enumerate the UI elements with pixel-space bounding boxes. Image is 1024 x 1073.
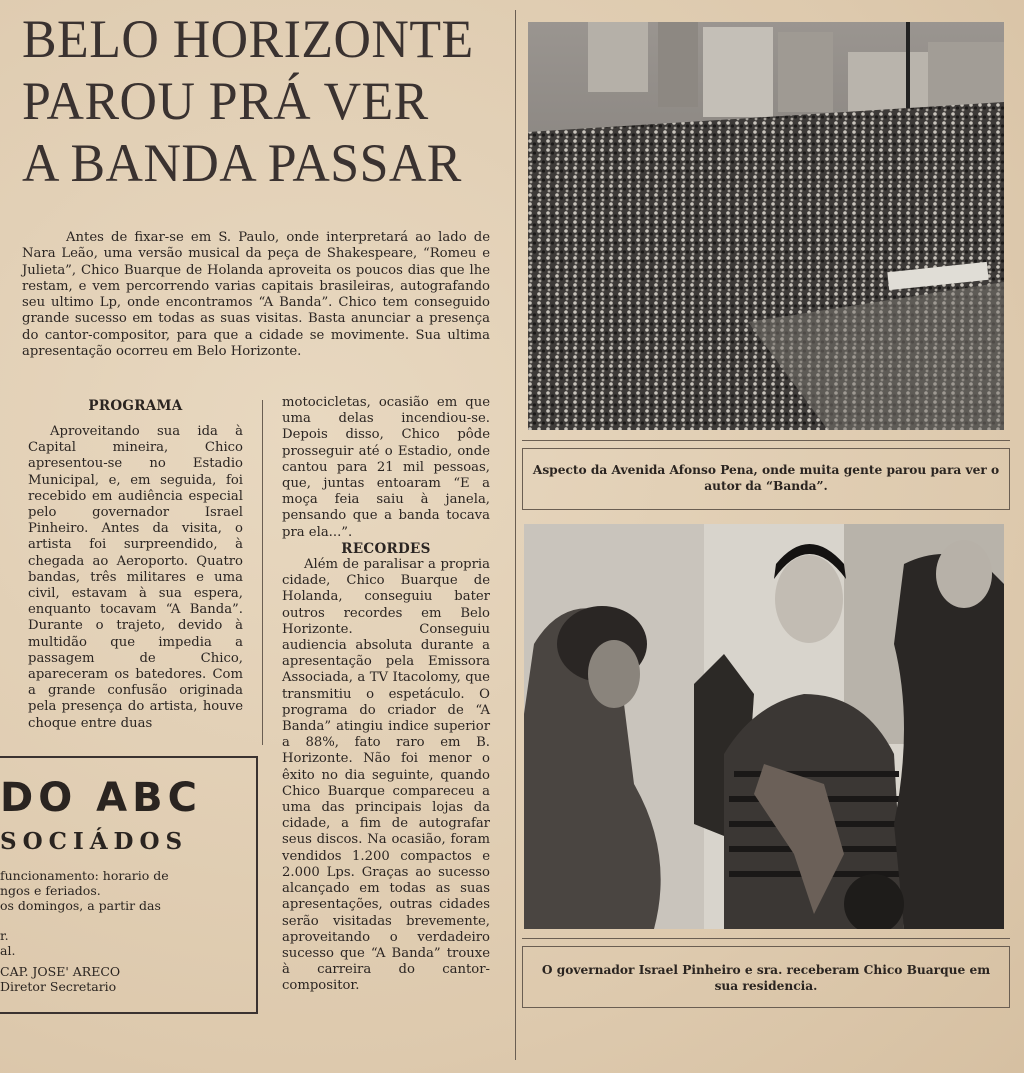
headline-line-1: BELO HORIZONTE [22,9,474,69]
section-heading-recordes: RECORDES [341,540,431,557]
inner-column-divider [262,400,263,745]
article-column-1 [28,424,243,732]
headline-line-2: PAROU PRÁ VER [22,71,429,131]
abc-ad-line: os domingos, a partir das [0,898,161,913]
crowd-photo [528,22,1004,430]
photo1-rule [522,440,1010,441]
programa-text: Aproveitando sua ida à Capital mineira, Chico apresentou-se no Estadio Municipal, e, em seguida, foi recebido em audiência especial pelo governador Israel Pinheiro. Antes da visita, o artista foi surpreendido, à chegada ao Aeroporto. Quatro bandas, três militares e uma civil, estavam à sua espera, enquanto tocavam “A Banda”. Durante o trajeto, devido à multidão que impedia a passagem de Chico, apareceram os batedores. Com a grande confusão originada pela presença do artista, houve choque entre duas [28,424,243,731]
continuation-text: motocicletas, ocasião em que uma delas incendiou-se. Depois disso, Chico pôde prosseguir até o Estadio, onde cantou para 21 mil pessoas, que, juntas entoaram “E a moça feia saiu à janela, pensando que a banda tocava pra ela...”. [282,395,490,540]
column-divider [515,10,516,1060]
crowd-photo-image [528,22,1004,430]
abc-ad-line: r. [0,928,9,943]
photo2-rule [522,938,1010,939]
section-heading-programa: PROGRAMA [88,398,183,414]
abc-ad-subtitle: SOCIÁDOS [0,828,189,855]
abc-ad-line: funcionamento: horario de [0,868,169,883]
recordes-text: Além de paralisar a propria cidade, Chico Buarque de Holanda, conseguiu bater outros recordes em Belo Horizonte. Conseguiu audiencia absoluta durante a apresentação pela Emissora Associada, a TV Itacolomy, que transmitiu o espetáculo. O programa do criador de “A Banda” atingiu indice superior a 88%, fato raro em B. Horizonte. Não foi menor o êxito no dia seguinte, quando Chico Buarque compareceu a uma das principais lojas da cidade, a fim de autografar seus discos. Na ocasião, foram vendidos 1.200 compactos e 2.000 Lps. Graças ao sucesso alcançado em todas as suas apresentações, outras cidades serão visitadas brevemente, aproveitando o verdadeiro sucesso que “A Banda” trouxe à carreira do cantor-compositor. [282,557,490,994]
abc-ad-signature: CAP. JOSE' ARECO [0,964,121,979]
intro-paragraph: Antes de fixar-se em S. Paulo, onde interpretará ao lado de Nara Leão, uma versão musical da peça de Shakespeare, “Romeu e Julieta”, Chico Buarque de Holanda aproveita os poucos dias que lhe restam, e vem percorrendo varias capitais brasileiras, autografando seu ultimo Lp, onde encontramos “A Banda”. Chico tem conseguido grande sucesso em todas as suas visitas. Basta anunciar a presença do cantor-compositor, para que a cidade se movimente. Sua ultima apresentação ocorreu em Belo Horizonte. [22,230,490,360]
article-column-2 [282,395,490,995]
headline [22,8,492,194]
meeting-photo-image [524,524,1004,929]
photo2-caption: O governador Israel Pinheiro e sra. receberam Chico Buarque em sua residencia. [541,963,991,993]
abc-ad-line: ngos e feriados. [0,883,101,898]
meeting-photo [524,524,1004,929]
photo1-caption: Aspecto da Avenida Afonso Pena, onde muita gente parou para ver o autor da “Banda”. [532,463,1000,493]
abc-ad-line: al. [0,943,16,958]
abc-ad-role: Diretor Secretario [0,979,117,994]
abc-ad-title: DO ABC [0,775,202,821]
headline-line-3: A BANDA PASSAR [22,133,462,193]
